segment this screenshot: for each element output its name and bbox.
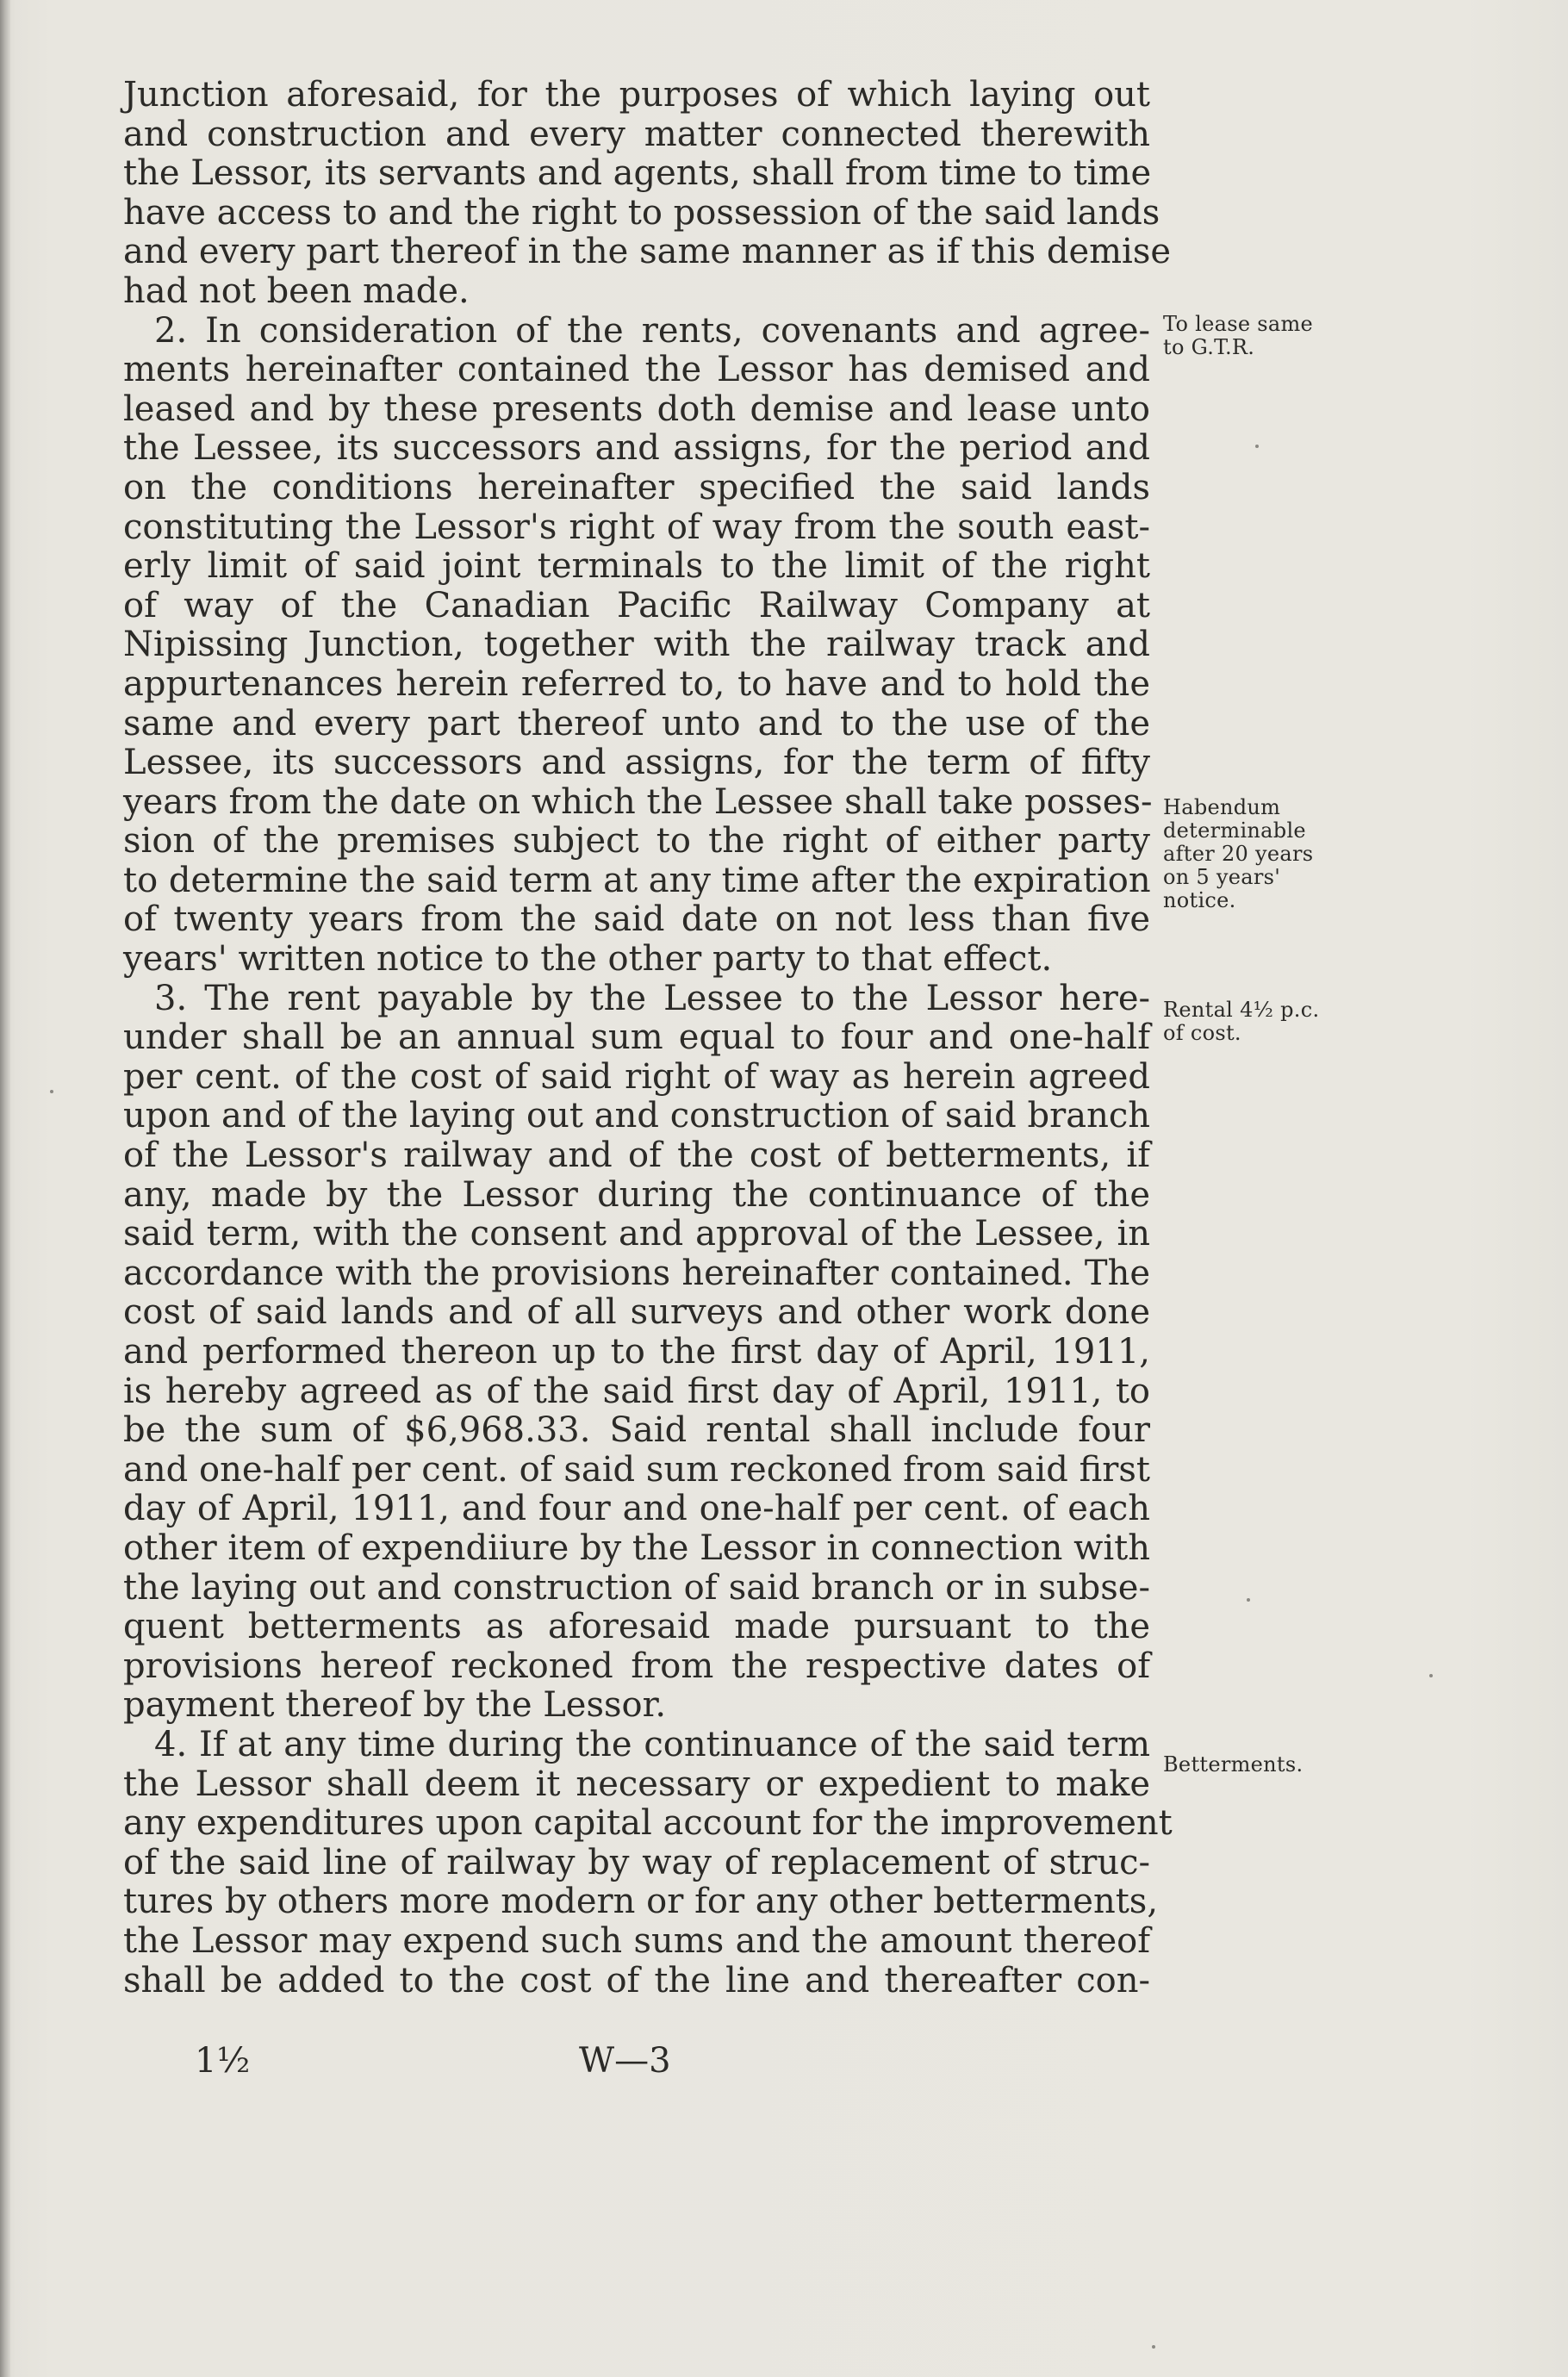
body-line: years' written notice to the other party to that effect. (123, 939, 1053, 980)
body-line: and one-half per cent. of said sum reckoned from said first (123, 1449, 1150, 1490)
margin-note-line: notice. (1163, 888, 1236, 912)
margin-note-line: To lease same (1163, 312, 1314, 336)
body-line: appurtenances herein referred to, to have and to hold the (123, 663, 1150, 704)
body-line: of the Lessor's railway and of the cost of betterments, if (123, 1136, 1150, 1176)
body-line: other item of expendiiure by the Lessor in connection with (123, 1528, 1150, 1568)
body-line: have access to and the right to possession of the said lands (123, 192, 1160, 233)
body-line: said term, with the consent and approval of the Lessee, in (123, 1214, 1150, 1254)
body-line: Lessee, its successors and assigns, for the term of fifty (123, 743, 1150, 783)
body-line: to determine the said term at any time after the expiration (123, 860, 1151, 900)
margin-note-line: Habendum (1163, 795, 1281, 819)
body-line: shall be added to the cost of the line and thereafter con- (123, 1960, 1150, 2001)
body-line: of way of the Canadian Pacific Railway Company at (123, 585, 1150, 625)
body-line: 4. If at any time during the continuance of the said term (154, 1724, 1150, 1764)
body-line: accordance with the provisions hereinafter contained. The (123, 1253, 1150, 1293)
body-line: any, made by the Lessor during the continuance of the (123, 1174, 1150, 1215)
margin-note-line: Rental 4½ p.c. (1163, 998, 1320, 1022)
body-text (123, 75, 1173, 2001)
body-line: same and every part thereof unto and to the use of the (123, 703, 1150, 744)
body-line: and every part thereof in the same manner as if this demise (123, 232, 1172, 272)
body-line: quent betterments as aforesaid made pursuant to the (123, 1607, 1150, 1647)
body-line: tures by others more modern or for any other betterments, (123, 1882, 1159, 1922)
body-line: under shall be an annual sum equal to four and one-half (123, 1017, 1150, 1058)
body-line: cost of said lands and of all surveys and other work done (123, 1292, 1150, 1333)
margin-note-line: to G.T.R. (1163, 335, 1255, 359)
body-line: of twenty years from the said date on not less than five (123, 899, 1150, 940)
binding-edge (0, 0, 10, 2377)
paper-speck (1255, 445, 1259, 448)
body-line: 3. The rent payable by the Lessee to the Lessor here- (154, 978, 1150, 1018)
paper-speck (50, 1090, 53, 1093)
body-line: per cent. of the cost of said right of way as herein agreed (123, 1056, 1150, 1097)
body-line: is hereby agreed as of the said first day of April, 1911, to (123, 1371, 1150, 1411)
body-line: the Lessor may expend such sums and the amount thereof (123, 1920, 1150, 1961)
margin-note-line: of cost. (1163, 1021, 1241, 1045)
margin-note-line: Betterments. (1163, 1752, 1304, 1777)
margin-note-rental (1163, 999, 1319, 1045)
body-line: ments hereinafter contained the Lessor has demised and (123, 350, 1150, 390)
body-line: the Lessee, its successors and assigns, for the period and (123, 428, 1150, 469)
body-line: day of April, 1911, and four and one-half per cent. of each (123, 1489, 1150, 1529)
body-line: constituting the Lessor's right of way from the south east- (123, 507, 1150, 547)
body-line: had not been made. (123, 271, 470, 311)
margin-note-habendum (1163, 796, 1313, 912)
margin-note-lease (1163, 313, 1313, 359)
body-line: sion of the premises subject to the right of either party (123, 821, 1150, 862)
paper-speck (1429, 1674, 1433, 1677)
body-line: on the conditions hereinafter specified the said lands (123, 467, 1150, 507)
body-line: and performed thereon up to the first day of April, 1911, (123, 1332, 1150, 1372)
body-line: of the said line of railway by way of replacement of struc- (123, 1842, 1150, 1882)
body-line: be the sum of $6,968.33. Said rental shall include four (123, 1410, 1150, 1451)
body-line: leased and by these presents doth demise and lease unto (123, 389, 1150, 429)
body-line: the laying out and construction of said branch or in subse- (123, 1567, 1150, 1608)
margin-note-line: on 5 years' (1163, 865, 1281, 889)
paper-speck (1152, 2345, 1155, 2349)
paper-speck (1247, 1598, 1250, 1602)
body-line: erly limit of said joint terminals to the limit of the right (123, 546, 1150, 587)
body-line: the Lessor, its servants and agents, shall from time to time (123, 153, 1152, 194)
body-line: 2. In consideration of the rents, covenants and agree- (154, 310, 1150, 351)
margin-note-line: determinable (1163, 818, 1306, 843)
body-line: years from the date on which the Lessee shall take posses- (123, 781, 1153, 822)
body-line: provisions hereof reckoned from the respective dates of (123, 1646, 1150, 1686)
body-line: the Lessor shall deem it necessary or expedient to make (123, 1764, 1150, 1804)
body-line: payment thereof by the Lessor. (123, 1685, 667, 1726)
body-line: upon and of the laying out and construction of said branch (123, 1096, 1150, 1136)
sheet-mark: W—3 (579, 2041, 671, 2081)
body-line: Junction aforesaid, for the purposes of which laying out (123, 75, 1150, 115)
body-line: Nipissing Junction, together with the railway track and (123, 625, 1150, 665)
body-line: and construction and every matter connected therewith (123, 114, 1150, 154)
signature-mark: 1½ (195, 2041, 251, 2081)
margin-note-betterments (1163, 1753, 1303, 1777)
body-line: any expenditures upon capital account for the improvement (123, 1803, 1173, 1844)
margin-note-line: after 20 years (1163, 842, 1314, 866)
